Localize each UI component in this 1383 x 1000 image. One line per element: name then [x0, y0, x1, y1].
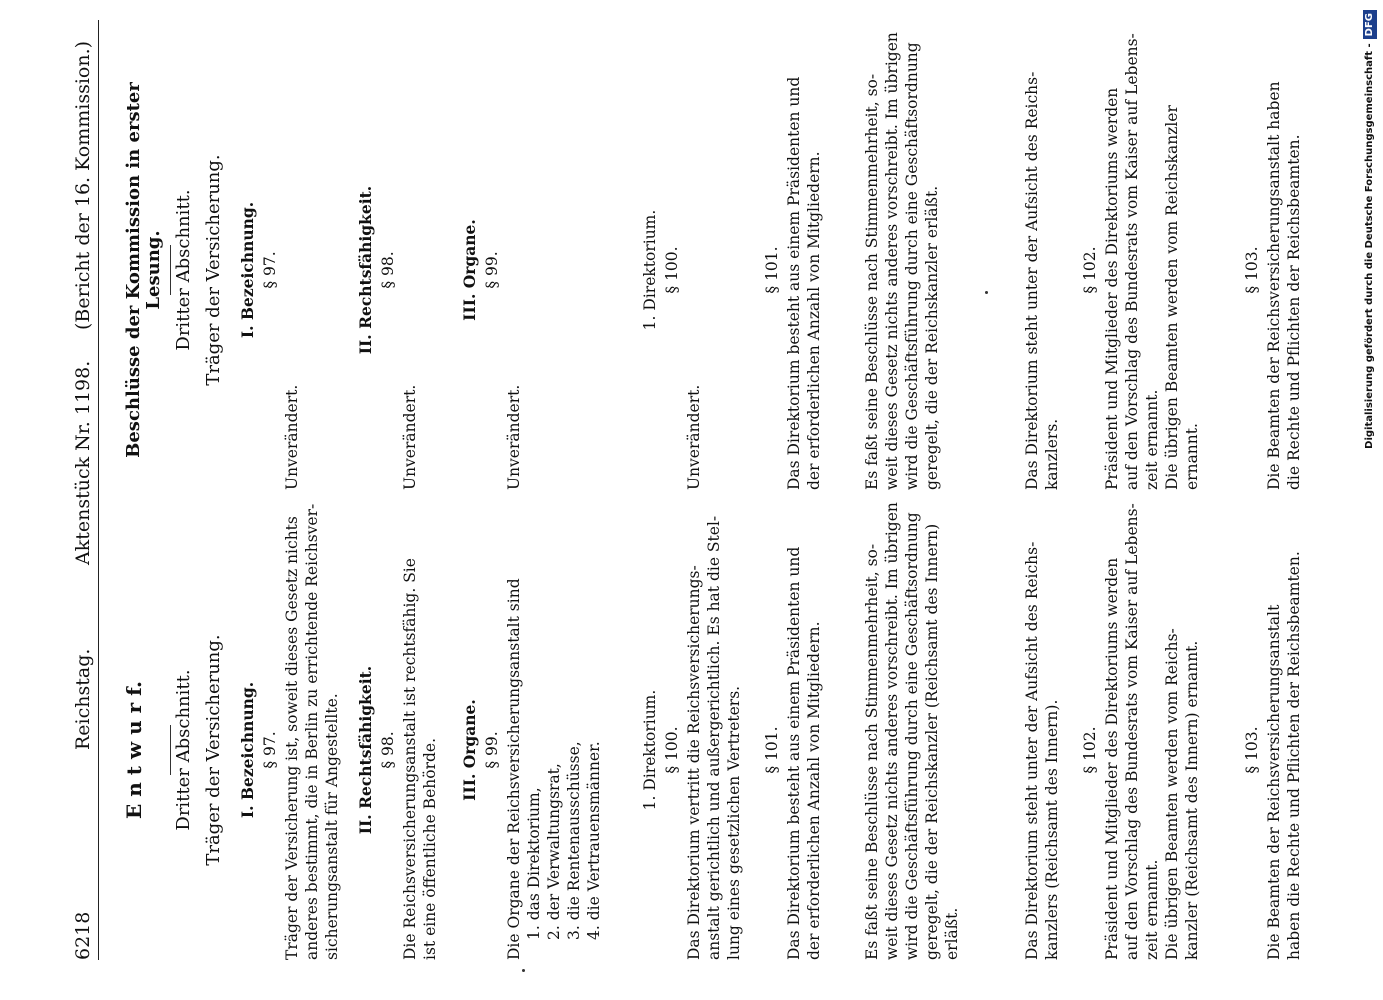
commission-paragraph-99: § 99.: [483, 251, 501, 289]
commission-heading-direktorium: 1. Direktorium.: [641, 209, 659, 331]
draft-paragraph-101: § 101.: [763, 726, 781, 774]
draft-text-101-supervision: Das Direktorium steht unter der Aufsicht des Reichs- kanzlers (Reichsamt des Innern).: [1023, 541, 1061, 960]
draft-heading-organe: III. Organe.: [460, 699, 479, 801]
draft-paragraph-97: § 97.: [261, 731, 279, 769]
commission-text-103: Die Beamten der Reichsversicherungsanstalt haben die Rechte und Pflichten der Reichsbeamten.: [1265, 81, 1303, 490]
list-item: 2. der Verwaltungsrat,: [545, 763, 563, 940]
draft-heading-rechtsfaehigkeit: II. Rechtsfähigkeit.: [356, 665, 375, 835]
draft-text-97: Träger der Versicherung ist, soweit dieses Gesetz nichts anderes bestimmt, die in Berlin zu errichtende Reichsver- sicherungsanstalt für Angestellte.: [283, 503, 341, 960]
commission-paragraph-97: § 97.: [261, 251, 279, 289]
draft-text-99: Die Organe der Reichsversicherungsanstalt sind: [505, 578, 523, 960]
list-item: 4. die Vertrauensmänner.: [585, 741, 603, 940]
list-item: 1. das Direktorium,: [525, 787, 543, 940]
draft-text-100: Das Direktorium vertritt die Reichsversicherungs- anstalt gerichtlich und außergerichtlich. Es hat die Stel- lung eines gesetzlichen Vertreters.: [685, 515, 743, 960]
commission-subject-heading: Träger der Versicherung.: [203, 154, 224, 386]
draft-text-98: Die Reichsversicherungsanstalt ist rechtsfähig. Sie ist eine öffentliche Behörde.: [401, 558, 439, 960]
watermark-text: Digitalisierung gefördert durch die Deutsche Forschungsgemeinschaft -: [1364, 43, 1375, 449]
draft-text-101-rules: Es faßt seine Beschlüsse nach Stimmenmehrheit, so- weit dieses Gesetz nichts anderes vorschreibt. Im übrigen wird die Geschäftsführung durch eine Geschäftsordnung geregelt, die der Reichskanzler (Reichsamt des Innern) erläßt.: [863, 502, 961, 960]
draft-heading-direktorium: 1. Direktorium.: [641, 689, 659, 811]
commission-paragraph-101: § 101.: [763, 246, 781, 294]
commission-title: Beschlüsse der Kommission in erster Lesung.: [123, 82, 164, 458]
draft-text-102: Präsident und Mitglieder des Direktoriums werden auf den Vorschlag des Bundesrats vom Kaiser auf Lebens- zeit ernannt. Die übrigen Beamten werden vom Reichs- kanzler (Reichsamt des Innern) ernannt.: [1103, 503, 1201, 960]
commission-text-102: Präsident und Mitglieder des Direktoriums werden auf den Vorschlag des Bundesrats vom Kaiser auf Lebens- zeit ernannt. Die übrigen Beamten werden vom Reichskanzler ernannt.: [1103, 33, 1201, 490]
draft-paragraph-100: § 100.: [663, 726, 681, 774]
commission-text-101: Das Direktorium besteht aus einem Präsidenten und der erforderlichen Anzahl von Mitgliedern.: [785, 76, 823, 490]
digitization-watermark: [1360, 10, 1380, 990]
commission-heading-bezeichnung: I. Bezeichnung.: [238, 201, 257, 339]
draft-organ-list: [524, 741, 604, 940]
commission-section-heading: Dritter Abschnitt.: [173, 189, 194, 351]
report-reference: (Bericht der 16. Kommission.): [72, 40, 94, 330]
draft-paragraph-103: § 103.: [1243, 726, 1261, 774]
commission-heading-organe: III. Organe.: [460, 219, 479, 321]
commission-paragraph-100: § 100.: [663, 246, 681, 294]
draft-subject-heading: Träger der Versicherung.: [203, 634, 224, 866]
commission-text-101-rules: Es faßt seine Beschlüsse nach Stimmenmehrheit, so- weit dieses Gesetz nichts anderes vorschreibt. Im übrigen wird die Geschäftsführung durch eine Geschäftsordnung geregelt, die der Reichskanzler erläßt.: [863, 32, 941, 490]
commission-text-101-supervision: Das Direktorium steht unter der Aufsicht des Reichs- kanzlers.: [1023, 71, 1061, 490]
commission-heading-rechtsfaehigkeit: II. Rechtsfähigkeit.: [356, 185, 375, 355]
draft-text-103: Die Beamten der Reichsversicherungsanstalt haben die Rechte und Pflichten der Reichsbeamten.: [1265, 551, 1303, 960]
draft-paragraph-99: § 99.: [483, 731, 501, 769]
page-number: 6218: [72, 911, 94, 960]
commission-text-100: Unverändert.: [685, 384, 703, 490]
commission-paragraph-102: § 102.: [1081, 246, 1099, 294]
draft-heading-bezeichnung: I. Bezeichnung.: [238, 681, 257, 819]
commission-column: [110, 32, 1360, 490]
commission-paragraph-103: § 103.: [1243, 246, 1261, 294]
draft-column: [110, 502, 1360, 960]
draft-paragraph-98: § 98.: [379, 731, 397, 769]
commission-text-99: Unverändert.: [505, 384, 523, 490]
scan-speck: [522, 969, 525, 972]
document-number: Aktenstück Nr. 1198.: [72, 360, 94, 565]
commission-text-98: Unverändert.: [401, 384, 419, 490]
commission-text-97: Unverändert.: [283, 384, 301, 490]
list-item: 3. die Rentenausschüsse,: [565, 741, 583, 940]
draft-section-heading: Dritter Abschnitt.: [173, 669, 194, 831]
commission-paragraph-98: § 98.: [379, 251, 397, 289]
draft-text-101: Das Direktorium besteht aus einem Präsidenten und der erforderlichen Anzahl von Mitgliedern.: [785, 546, 823, 960]
publication-name: Reichstag.: [72, 648, 94, 750]
scan-speck: [985, 291, 988, 294]
draft-paragraph-102: § 102.: [1081, 726, 1099, 774]
draft-title: E n t w u r f.: [122, 681, 146, 819]
page-header: [72, 20, 99, 960]
dfg-logo: DFG: [1363, 10, 1377, 39]
